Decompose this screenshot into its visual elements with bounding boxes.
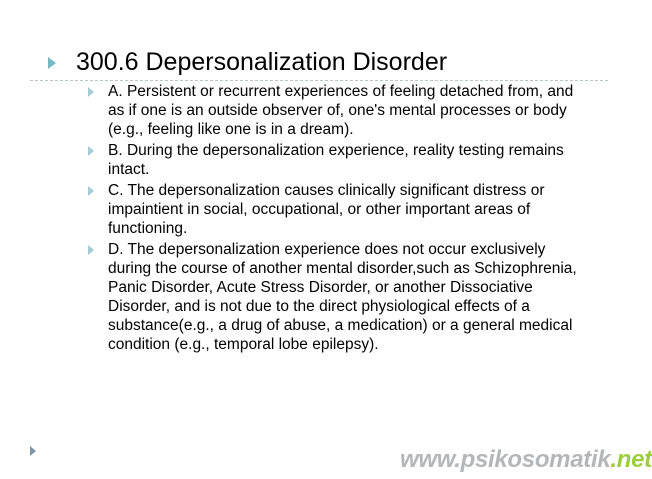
bullet-item-d (88, 240, 588, 354)
triangle-right-icon (88, 245, 94, 255)
bullet-text: D. The depersonalization experience does not occur exclusively during the course of another mental disorder,such as Schizophrenia, Panic Disorder, Acute Stress Disorder, or another Dissociative Disorder, and is not due to the direct physiological effects of a substance(e.g., a drug of abuse, a medication) or a general medical condition (e.g., temporal lobe epilepsy). (108, 241, 577, 353)
watermark-tld: .net (610, 446, 652, 473)
triangle-right-icon (88, 186, 94, 196)
bullet-text: C. The depersonalization causes clinically significant distress or impaintient in social, occupational, or other important areas of functioning. (108, 182, 545, 237)
bullet-item-a (88, 82, 588, 139)
triangle-right-icon (48, 57, 56, 69)
bullet-item-c (88, 181, 588, 238)
title-divider (30, 80, 608, 81)
bullet-text: A. Persistent or recurrent experiences of feeling detached from, and as if one is an outside observer of, one's mental processes or body (e.g., feeling like one is in a dream). (108, 83, 574, 138)
bullet-list (88, 82, 588, 356)
site-watermark (400, 446, 652, 474)
bullet-item-b (88, 141, 588, 179)
slide-title-row (48, 44, 608, 80)
watermark-main: www.psikosomatik (400, 446, 611, 473)
slide-title: 300.6 Depersonalization Disorder (76, 48, 448, 76)
triangle-right-icon (88, 87, 94, 97)
triangle-right-icon (30, 446, 36, 456)
triangle-right-icon (88, 146, 94, 156)
bullet-text: B. During the depersonalization experience, reality testing remains intact. (108, 142, 564, 178)
